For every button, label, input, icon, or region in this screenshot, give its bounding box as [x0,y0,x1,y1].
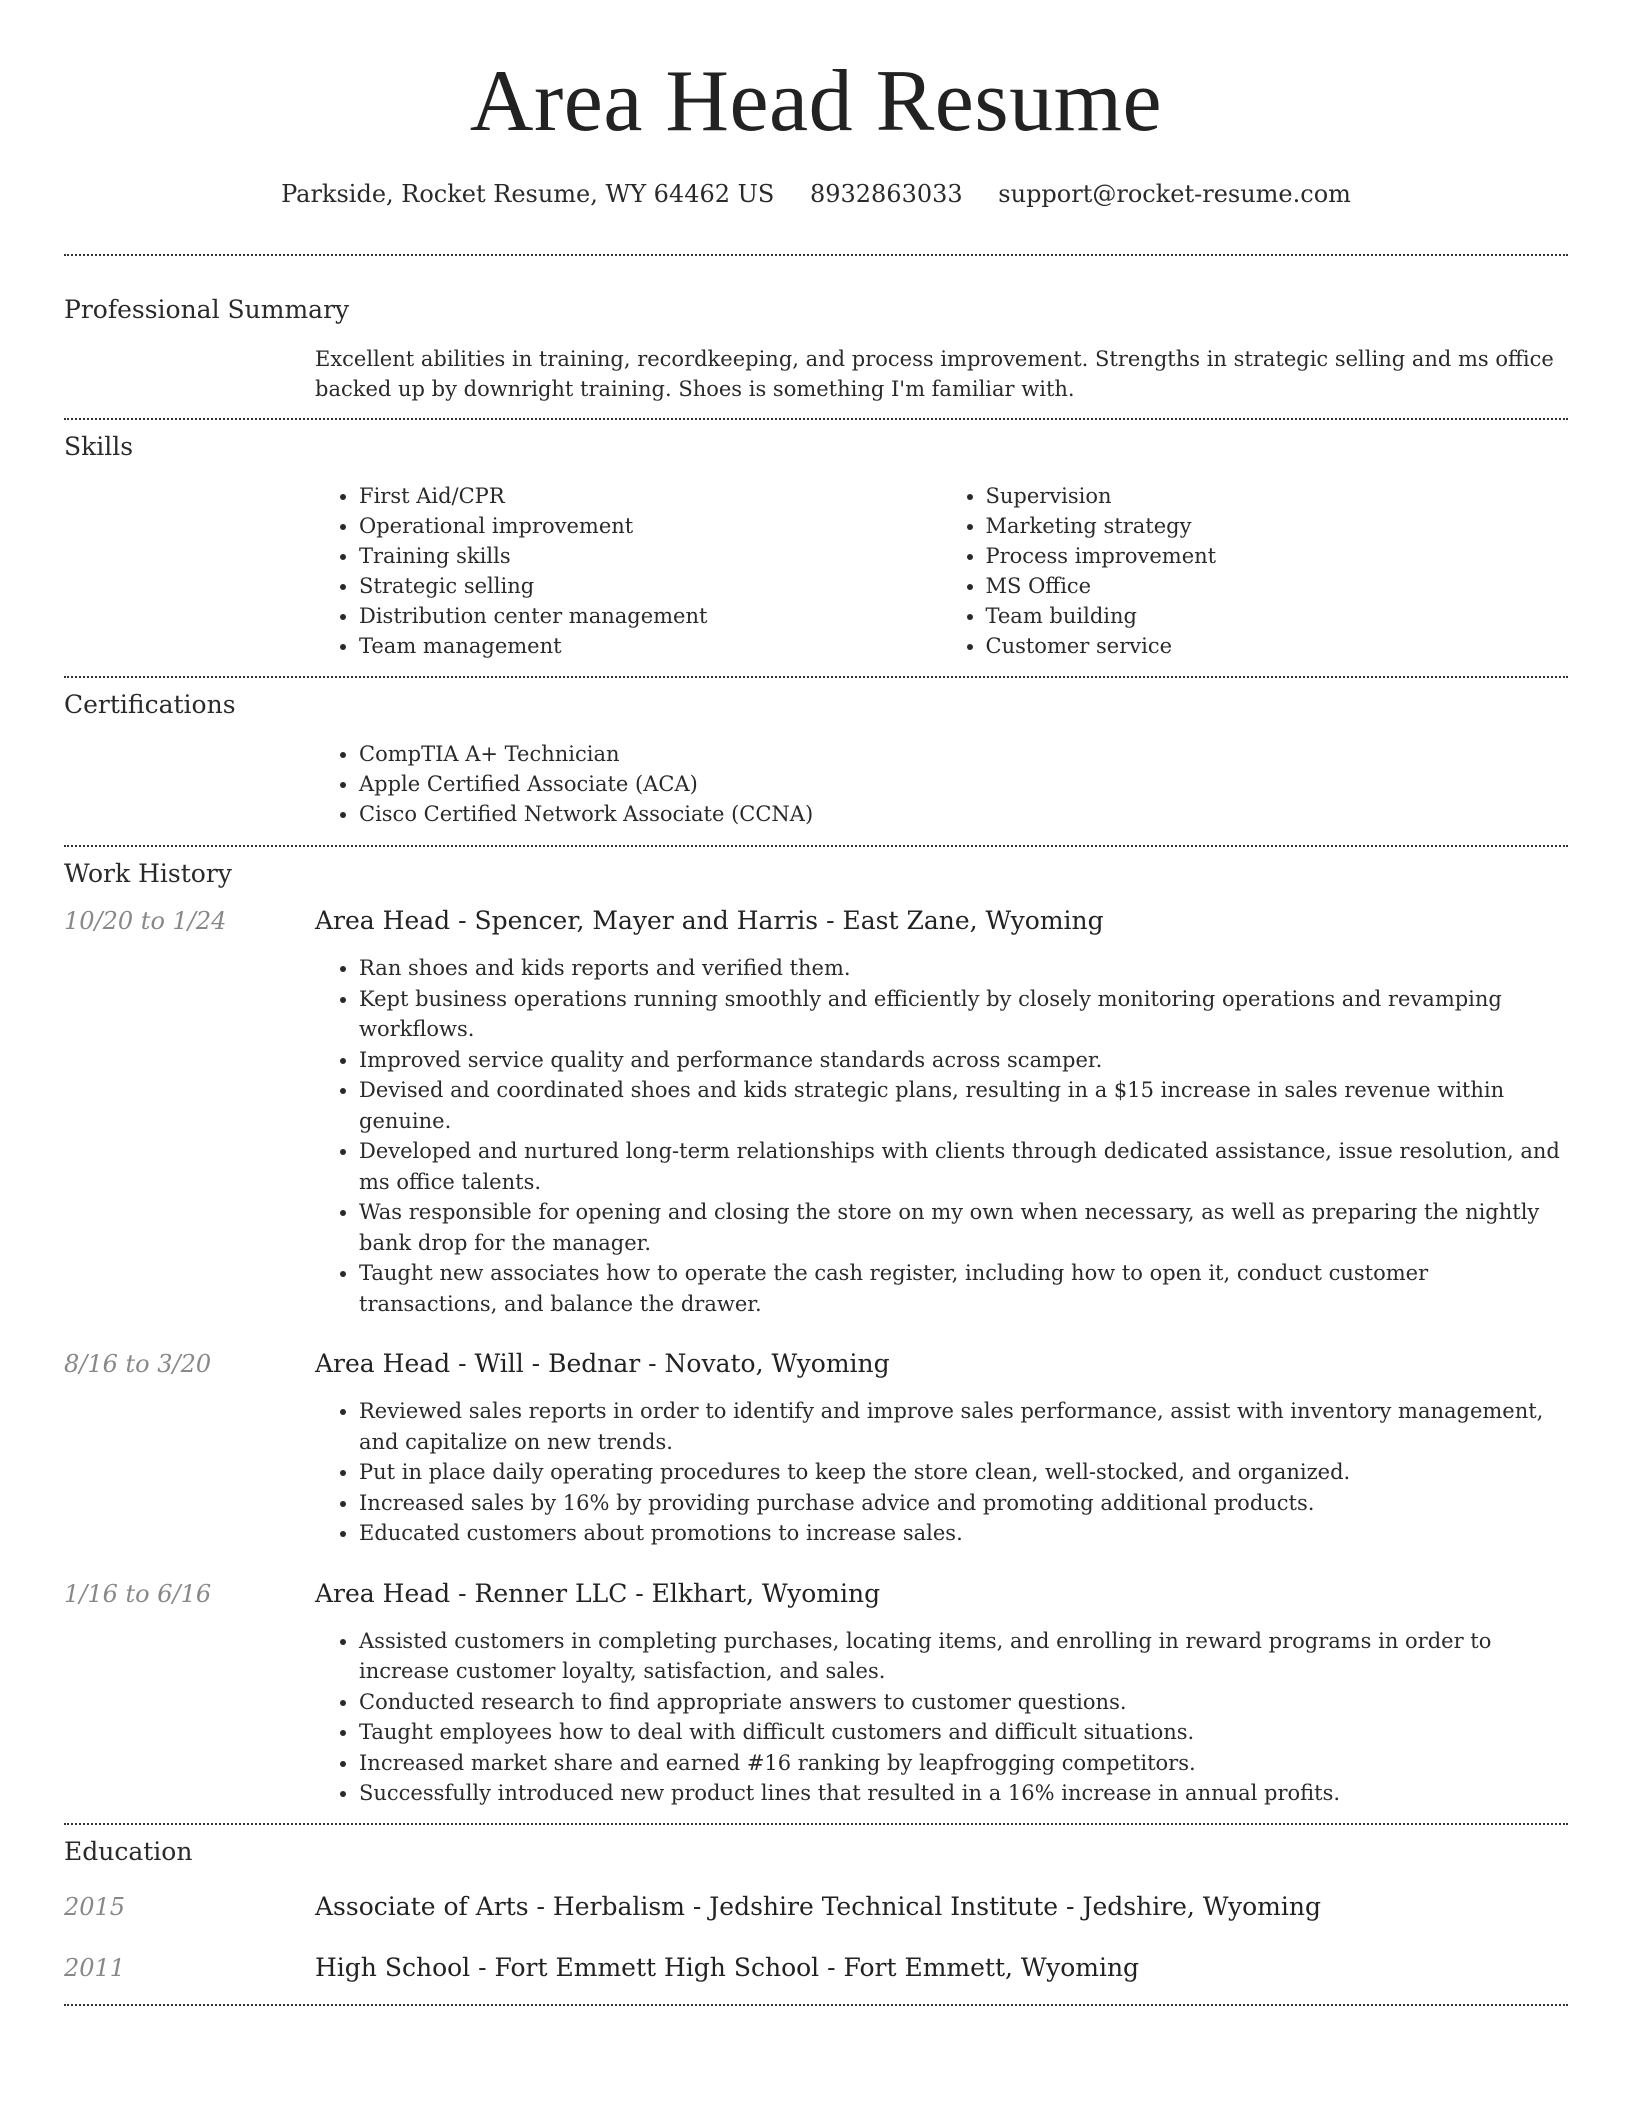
job-bullet: • Put in place daily operating procedures to keep the store clean, well-stocked, and organized. [359,1457,1568,1488]
contact-address: Parkside, Rocket Resume, WY 64462 US [281,180,775,208]
skill-item: • Process improvement [986,541,1569,571]
work-history-heading: Work History [64,859,232,888]
education-year: 2015 [64,1892,126,1921]
contact-phone: 8932863033 [809,180,963,208]
skill-item: • Operational improvement [359,511,942,541]
contact-line [64,180,1568,208]
summary-heading: Professional Summary [64,295,350,324]
job-title: Area Head - Will - Bednar - Novato, Wyoming [315,1349,890,1378]
job-bullet: • Successfully introduced new product lines that resulted in a 16% increase in annual profits. [359,1778,1568,1809]
job-title: Area Head - Spencer, Mayer and Harris - East Zane, Wyoming [315,906,1104,935]
certifications-heading: Certifications [64,690,236,719]
work-history-section [64,847,1568,1809]
certifications-list [315,739,1568,829]
skills-column-left [315,481,942,661]
skill-item: • First Aid/CPR [359,481,942,511]
job-bullet: • Kept business operations running smoothly and efficiently by closely monitoring operations and revamping workflows. [359,984,1568,1045]
job-bullet: • Taught new associates how to operate the cash register, including how to open it, conduct customer transactions, and balance the drawer. [359,1258,1568,1319]
job-entry [64,906,1568,1319]
resume-header [64,0,1568,208]
job-bullet: • Was responsible for opening and closing the store on my own when necessary, as well as preparing the nightly bank drop for the manager. [359,1197,1568,1258]
skill-item: • Supervision [986,481,1569,511]
certification-item: • Cisco Certified Network Associate (CCNA) [359,799,1568,829]
job-bullet: • Conducted research to find appropriate answers to customer questions. [359,1687,1568,1718]
skill-item: • Marketing strategy [986,511,1569,541]
job-entry [64,1579,1568,1809]
job-dates: 1/16 to 6/16 [64,1579,212,1608]
education-year: 2011 [64,1953,126,1982]
job-dates: 10/20 to 1/24 [64,907,227,935]
job-title: Area Head - Renner LLC - Elkhart, Wyoming [315,1578,881,1608]
education-title: Associate of Arts - Herbalism - Jedshire Technical Institute - Jedshire, Wyoming [315,1891,1321,1921]
job-bullet: • Increased market share and earned #16 ranking by leapfrogging competitors. [359,1748,1568,1779]
job-bullets [315,1626,1568,1809]
skills-list [315,481,1568,661]
summary-section [64,256,1568,404]
skill-item: • Strategic selling [359,571,942,601]
page-title: Area Head Resume [469,53,1163,150]
certification-item: • Apple Certified Associate (ACA) [359,769,1568,799]
job-bullet: • Developed and nurtured long-term relationships with clients through dedicated assistance, issue resolution, and ms office talents. [359,1136,1568,1197]
education-section [64,1825,1568,1982]
education-entry [64,1892,1568,1921]
contact-email: support@rocket-resume.com [998,180,1351,208]
job-bullet: • Increased sales by 16% by providing purchase advice and promoting additional products. [359,1488,1568,1519]
job-entry [64,1349,1568,1549]
job-bullet: • Taught employees how to deal with difficult customers and difficult situations. [359,1717,1568,1748]
job-bullet: • Ran shoes and kids reports and verified them. [359,953,1568,984]
job-bullet: • Assisted customers in completing purchases, locating items, and enrolling in reward programs in order to increase customer loyalty, satisfaction, and sales. [359,1626,1568,1687]
summary-text: Excellent abilities in training, recordkeeping, and process improvement. Strengths in strategic selling and ms office backed up by downright training. Shoes is something I'm familiar with. [315,347,1554,401]
certification-item: • CompTIA A+ Technician [359,739,1568,769]
education-title: High School - Fort Emmett High School - Fort Emmett, Wyoming [315,1952,1140,1982]
job-dates: 8/16 to 3/20 [64,1350,212,1378]
skills-heading: Skills [64,432,134,461]
job-bullet: • Educated customers about promotions to increase sales. [359,1518,1568,1549]
job-bullets [315,953,1568,1319]
job-bullet: • Reviewed sales reports in order to identify and improve sales performance, assist with inventory management, and capitalize on new trends. [359,1396,1568,1457]
job-bullets [315,1396,1568,1549]
certifications-section [64,678,1568,829]
education-heading: Education [64,1836,193,1866]
skill-item: • MS Office [986,571,1569,601]
education-entry [64,1953,1568,1982]
skills-section [64,420,1568,661]
skill-item: • Customer service [986,631,1569,661]
job-bullet: • Improved service quality and performance standards across scamper. [359,1045,1568,1076]
job-bullet: • Devised and coordinated shoes and kids strategic plans, resulting in a $15 increase in sales revenue within genuine. [359,1075,1568,1136]
skill-item: • Team building [986,601,1569,631]
skill-item: • Training skills [359,541,942,571]
skill-item: • Team management [359,631,942,661]
skill-item: • Distribution center management [359,601,942,631]
section-divider [64,2004,1568,2006]
skills-column-right [942,481,1569,661]
